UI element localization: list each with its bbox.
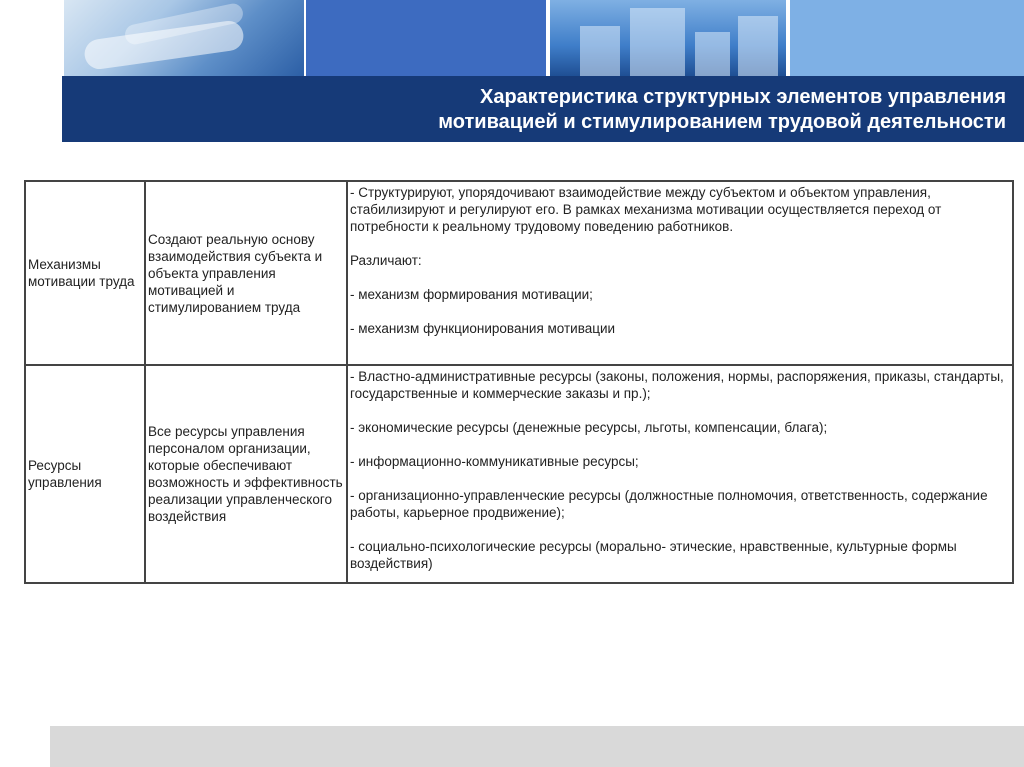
detail-line: - информационно-коммуникативные ресурсы;: [350, 454, 639, 469]
detail-line: - организационно-управленческие ресурсы (должностные полномочия, ответственность, содержание работы, карьерное продвижение);: [350, 488, 988, 520]
detail-line: Различают:: [350, 253, 422, 268]
light-blue-banner-tile: [790, 0, 1024, 76]
slide-title: [438, 85, 1006, 135]
details-cell: [347, 365, 1013, 583]
detail-line: - Структурируют, упорядочивают взаимодействие между субъектом и объектом управления, стабилизируют и регулируют его. В рамках механизма мотивации осуществляется переход от потребности к реальному трудовому поведению работников.: [350, 185, 942, 234]
element-essence: Все ресурсы управления персоналом организации, которые обеспечивают возможность и эффективность реализации управленческого воздействия: [148, 424, 343, 524]
element-name: Механизмы мотивации труда: [28, 257, 135, 289]
essence-cell: [145, 365, 347, 583]
title-bar: [62, 76, 1024, 142]
essence-cell: [145, 181, 347, 365]
slide-title-line-1: Характеристика структурных элементов управления: [480, 86, 1006, 108]
structure-table: [24, 180, 1014, 584]
detail-line: - механизм функционирования мотивации: [350, 321, 616, 336]
banner-margin: [0, 0, 64, 76]
keyboard-photo-tile: [64, 0, 304, 76]
detail-line: - социально-психологические ресурсы (морально- этические, нравственные, культурные формы воздействия): [350, 539, 957, 571]
element-cell: [25, 365, 145, 583]
skyscraper-photo-tile: [550, 0, 786, 76]
header-banner: [0, 0, 1024, 76]
structure-table-wrapper: [24, 180, 1014, 580]
blue-banner-tile: [306, 0, 546, 76]
details-cell: [347, 181, 1013, 365]
element-essence: Создают реальную основу взаимодействия субъекта и объекта управления мотивацией и стимулированием труда: [148, 231, 323, 315]
element-cell: [25, 181, 145, 365]
table-row: [25, 181, 1013, 365]
detail-line: - механизм формирования мотивации;: [350, 287, 593, 302]
table-row: [25, 365, 1013, 583]
footer-bar: [50, 726, 1024, 767]
slide-title-line-2: мотивацией и стимулированием трудовой деятельности: [438, 111, 1006, 133]
element-name: Ресурсы управления: [28, 458, 102, 490]
detail-line: - Властно-административные ресурсы (законы, положения, нормы, распоряжения, приказы, стандарты, государственные и коммерческие заказы и пр.);: [350, 369, 1004, 401]
detail-line: - экономические ресурсы (денежные ресурсы, льготы, компенсации, блага);: [350, 420, 828, 435]
